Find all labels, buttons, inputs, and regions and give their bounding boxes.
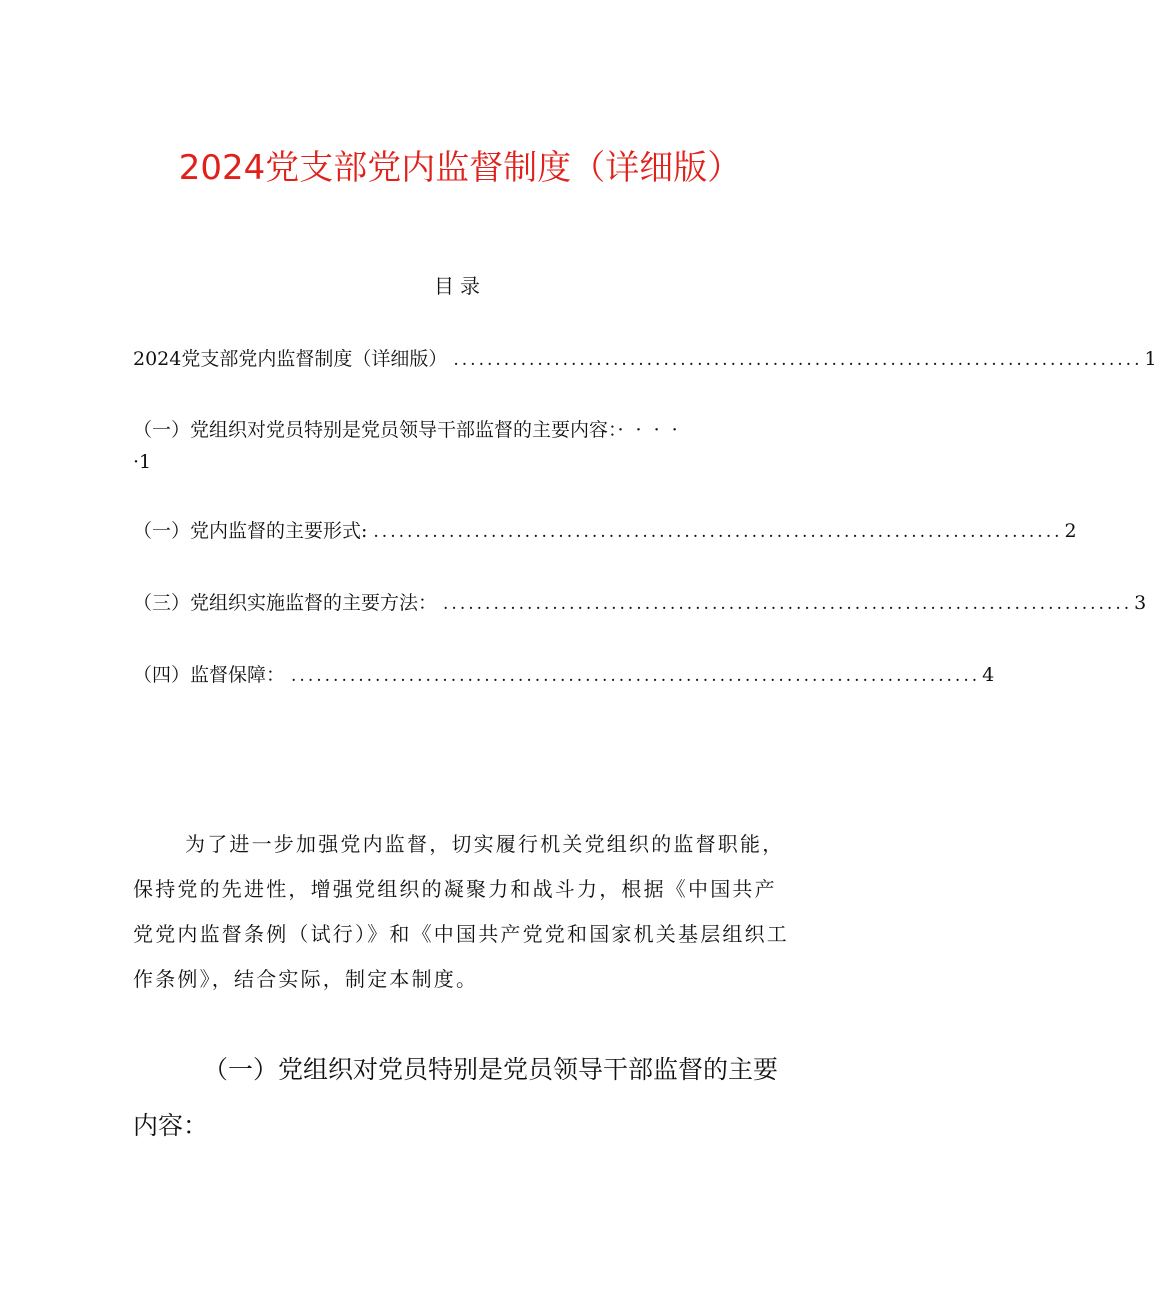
toc-page-number: 2: [1064, 520, 1077, 542]
toc-entry-label: （一）党组织对党员特别是党员领导干部监督的主要内容：: [133, 419, 618, 441]
toc-entry-label: （三）党组织实施监督的主要方法：: [133, 592, 438, 614]
toc-entry-label: （四）监督保障：: [133, 664, 286, 686]
intro-paragraph: 为了进一步加强党内监督，切实履行机关党组织的监督职能，保持党的先进性，增强党组织的凝聚力和战斗力，根据《中国共产党党内监督条例（试行）》和《中国共产党党和国家机关基层组织工作条例》，结合实际，制定本制度。: [133, 832, 789, 991]
toc-leader-dots: ..................................................................................: [373, 522, 1063, 542]
section-heading: （一）党组织对党员特别是党员领导干部监督的主要内容：: [133, 1055, 779, 1140]
toc-leader-dots: ..................................................................................: [443, 594, 1133, 614]
toc-page-number: 3: [1134, 592, 1147, 614]
toc-entry-label: 2024党支部党内监督制度（详细版）: [133, 348, 448, 370]
toc-leader-dots: ..................................................................................: [453, 350, 1143, 370]
toc-page-number: 4: [982, 664, 995, 686]
toc-leader-dots: ..................................................................................: [291, 666, 981, 686]
toc-page-number: ·1: [133, 451, 152, 473]
toc-entry-label: （一）党内监督的主要形式:: [133, 520, 368, 542]
toc-entry-4[interactable]: [133, 588, 1147, 615]
toc-page-number: 1: [1144, 348, 1157, 370]
toc-entry-1[interactable]: [133, 344, 1157, 371]
toc-heading: 目录: [434, 274, 486, 298]
toc-entry-3[interactable]: [133, 516, 1077, 543]
toc-entry-2[interactable]: [133, 414, 793, 478]
toc-leader-dots: ····: [617, 419, 690, 441]
document-title: 2024党支部党内监督制度（详细版）: [178, 148, 742, 188]
toc-entry-5[interactable]: [133, 660, 995, 687]
